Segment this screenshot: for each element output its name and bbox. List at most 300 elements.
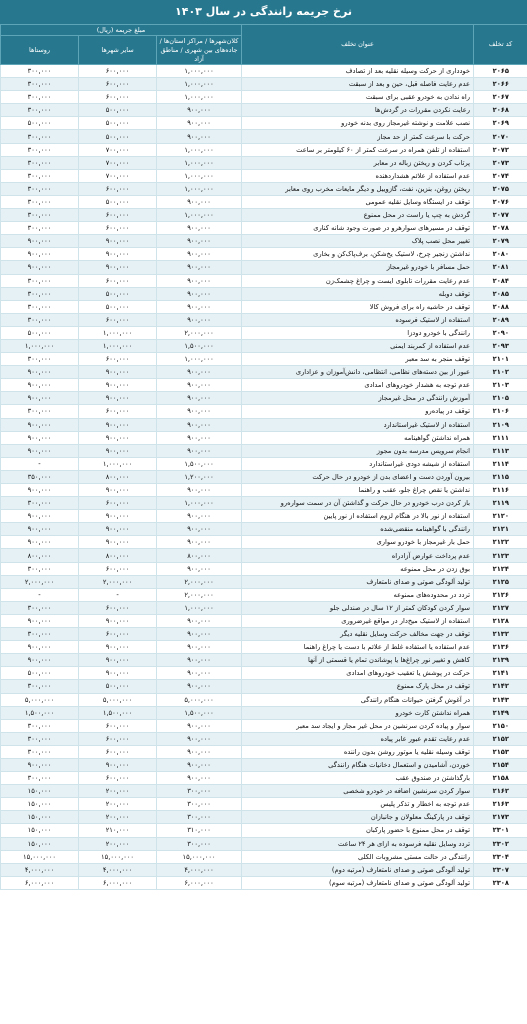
- fine-other-cities: ۵۰۰,۰۰۰: [79, 117, 157, 130]
- table-row: [1, 78, 527, 91]
- violation-title: پرتاب کردن و ریختن زباله در معابر: [242, 156, 474, 169]
- fine-metropolis: ۹۰۰,۰۰۰: [157, 654, 242, 667]
- violation-code: ۲۱۱۱: [474, 431, 527, 444]
- fine-other-cities: ۷۰۰,۰۰۰: [79, 156, 157, 169]
- violation-code: ۲۰۸۸: [474, 300, 527, 313]
- fine-villages: ۵۰۰,۰۰۰: [1, 117, 79, 130]
- violation-title: رانندگی با خودرو دودزا: [242, 326, 474, 339]
- fine-villages: ۴,۰۰۰,۰۰۰: [1, 863, 79, 876]
- table-row: [1, 536, 527, 549]
- fine-villages: ۸۰۰,۰۰۰: [1, 549, 79, 562]
- violation-code: ۲۱۴۳: [474, 693, 527, 706]
- fine-metropolis: ۳۰۰,۰۰۰: [157, 811, 242, 824]
- table-row: [1, 353, 527, 366]
- fine-villages: ۳۰۰,۰۰۰: [1, 772, 79, 785]
- fine-villages: ۹۰۰,۰۰۰: [1, 614, 79, 627]
- violation-title: استفاده از لاستیک میخ‌دار در مواقع غیرضروری: [242, 614, 474, 627]
- table-row: [1, 575, 527, 588]
- violation-code: ۲۱۵۴: [474, 758, 527, 771]
- table-row: [1, 143, 527, 156]
- fine-metropolis: ۱,۰۰۰,۰۰۰: [157, 156, 242, 169]
- violation-code: ۲۱۱۵: [474, 470, 527, 483]
- violation-title: تردد در محدوده‌های ممنوعه: [242, 588, 474, 601]
- violation-title: همراه نداشتن گواهینامه: [242, 431, 474, 444]
- fine-villages: ۹۰۰,۰۰۰: [1, 758, 79, 771]
- table-row: [1, 156, 527, 169]
- fine-other-cities: ۷۰۰,۰۰۰: [79, 143, 157, 156]
- violation-title: عدم استفاده از کمربند ایمنی: [242, 339, 474, 352]
- violation-code: ۲۰۸۴: [474, 274, 527, 287]
- fine-metropolis: ۹۰۰,۰۰۰: [157, 418, 242, 431]
- violation-code: ۲۱۱۳: [474, 444, 527, 457]
- fine-villages: ۳۰۰,۰۰۰: [1, 222, 79, 235]
- fine-villages: ۳۰۰,۰۰۰: [1, 287, 79, 300]
- fine-villages: ۹۰۰,۰۰۰: [1, 510, 79, 523]
- fine-metropolis: ۹۰۰,۰۰۰: [157, 758, 242, 771]
- header-code: کد تخلف: [474, 25, 527, 65]
- violation-title: نداشتن زنجیر چرخ، لاستیک یخ‌شکن، برف‌پاک‌کن و بخاری: [242, 248, 474, 261]
- table-row: [1, 850, 527, 863]
- fine-other-cities: ۵۰۰,۰۰۰: [79, 287, 157, 300]
- fine-villages: ۵,۰۰۰,۰۰۰: [1, 693, 79, 706]
- fine-metropolis: ۹۰۰,۰۰۰: [157, 379, 242, 392]
- violation-title: توقف منجر به سد معبر: [242, 353, 474, 366]
- fine-metropolis: ۳۰۰,۰۰۰: [157, 785, 242, 798]
- fine-villages: ۹۰۰,۰۰۰: [1, 484, 79, 497]
- fine-metropolis: ۲,۰۰۰,۰۰۰: [157, 326, 242, 339]
- violation-title: رانندگی در حالت مستی مشروبات الکلی: [242, 850, 474, 863]
- violation-title: بیرون آوردن دست و اعضای بدن از خودرو در حال حرکت: [242, 470, 474, 483]
- fine-metropolis: ۱,۰۰۰,۰۰۰: [157, 91, 242, 104]
- violation-code: ۲۳۰۱: [474, 824, 527, 837]
- violation-title: بارگذاشتن در صندوق عقب: [242, 772, 474, 785]
- table-row: [1, 313, 527, 326]
- table-row: [1, 484, 527, 497]
- fine-villages: ۳۰۰,۰۰۰: [1, 274, 79, 287]
- fine-villages: ۳۰۰,۰۰۰: [1, 313, 79, 326]
- violation-code: ۲۱۰۱: [474, 353, 527, 366]
- fine-villages: ۹۰۰,۰۰۰: [1, 379, 79, 392]
- fine-other-cities: ۶۰۰,۰۰۰: [79, 772, 157, 785]
- violation-code: ۲۱۰۶: [474, 405, 527, 418]
- fine-metropolis: ۹۰۰,۰۰۰: [157, 719, 242, 732]
- violation-title: عدم پرداخت عوارض آزادراه: [242, 549, 474, 562]
- fine-other-cities: ۲۱۰,۰۰۰: [79, 824, 157, 837]
- fine-metropolis: ۱,۵۰۰,۰۰۰: [157, 706, 242, 719]
- violation-title: تولید آلودگی صوتی و صدای نامتعارف (مرتبه دوم): [242, 863, 474, 876]
- fine-villages: ۳۰۰,۰۰۰: [1, 719, 79, 732]
- fine-villages: ۳۰۰,۰۰۰: [1, 209, 79, 222]
- table-row: [1, 798, 527, 811]
- table-row: [1, 523, 527, 536]
- fine-other-cities: ۶۰۰,۰۰۰: [79, 91, 157, 104]
- fine-metropolis: ۱,۵۰۰,۰۰۰: [157, 339, 242, 352]
- violation-title: توقف در محل پارک ممنوع: [242, 680, 474, 693]
- table-row: [1, 824, 527, 837]
- violation-title: عدم توجه به اخطار و تذکر پلیس: [242, 798, 474, 811]
- fine-other-cities: ۱,۵۰۰,۰۰۰: [79, 706, 157, 719]
- header-other-cities: سایر شهرها: [79, 36, 157, 65]
- fine-other-cities: ۹۰۰,۰۰۰: [79, 641, 157, 654]
- violation-title: حرکت با سرعت کمتر از حد مجاز: [242, 130, 474, 143]
- violation-code: ۲۱۲۸: [474, 614, 527, 627]
- fine-other-cities: ۹۰۰,۰۰۰: [79, 654, 157, 667]
- violation-title: خوردن، آشامیدن و استعمال دخانیات هنگام رانندگی: [242, 758, 474, 771]
- fine-villages: ۹۰۰,۰۰۰: [1, 261, 79, 274]
- fine-metropolis: ۹۰۰,۰۰۰: [157, 222, 242, 235]
- violation-title: تولید آلودگی صوتی و صدای نامتعارف (مرتبه سوم): [242, 876, 474, 889]
- table-row: [1, 169, 527, 182]
- violation-code: ۲۰۷۴: [474, 169, 527, 182]
- fine-other-cities: ۲۰۰,۰۰۰: [79, 798, 157, 811]
- violation-code: ۲۰۶۷: [474, 91, 527, 104]
- table-row: [1, 654, 527, 667]
- fine-other-cities: ۱,۰۰۰,۰۰۰: [79, 326, 157, 339]
- fine-villages: ۳۰۰,۰۰۰: [1, 628, 79, 641]
- fine-metropolis: ۹۰۰,۰۰۰: [157, 104, 242, 117]
- fine-other-cities: ۶۰۰,۰۰۰: [79, 562, 157, 575]
- fine-villages: ۹۰۰,۰۰۰: [1, 235, 79, 248]
- table-row: [1, 667, 527, 680]
- fine-villages: ۳۰۰,۰۰۰: [1, 143, 79, 156]
- violation-title: نداشتن یا نقص چراغ جلو، عقب و راهنما: [242, 484, 474, 497]
- fine-metropolis: ۱,۰۰۰,۰۰۰: [157, 65, 242, 78]
- violation-code: ۲۰۸۰: [474, 248, 527, 261]
- fine-metropolis: ۹۰۰,۰۰۰: [157, 117, 242, 130]
- violation-title: ریختن روغن، بنزین، نفت، گازوییل و دیگر مایعات مخرب روی معابر: [242, 182, 474, 195]
- table-row: [1, 876, 527, 889]
- fine-metropolis: ۳۱۰,۰۰۰: [157, 824, 242, 837]
- fine-other-cities: ۴,۰۰۰,۰۰۰: [79, 863, 157, 876]
- fine-villages: ۹۰۰,۰۰۰: [1, 392, 79, 405]
- violation-code: ۲۱۲۳: [474, 549, 527, 562]
- fine-villages: ۹۰۰,۰۰۰: [1, 523, 79, 536]
- fine-metropolis: ۱,۲۰۰,۰۰۰: [157, 470, 242, 483]
- fine-other-cities: ۸۰۰,۰۰۰: [79, 549, 157, 562]
- violation-title: توقف وسیله نقلیه یا موتور روشن بدون راننده: [242, 745, 474, 758]
- violation-title: استفاده از شیشه دودی غیراستاندارد: [242, 457, 474, 470]
- violation-title: استفاده از لاستیک غیراستاندارد: [242, 418, 474, 431]
- fine-metropolis: ۱,۰۰۰,۰۰۰: [157, 169, 242, 182]
- fine-villages: ۱۵۰,۰۰۰: [1, 811, 79, 824]
- fine-other-cities: ۹۰۰,۰۰۰: [79, 484, 157, 497]
- table-row: [1, 772, 527, 785]
- violation-code: ۲۰۷۹: [474, 235, 527, 248]
- fine-other-cities: ۹۰۰,۰۰۰: [79, 248, 157, 261]
- table-row: [1, 339, 527, 352]
- fine-villages: ۱۵۰,۰۰۰: [1, 824, 79, 837]
- violation-title: در آغوش گرفتن حیوانات هنگام رانندگی: [242, 693, 474, 706]
- violation-title: حرکت در پوشش یا تعقیب خودروهای امدادی: [242, 667, 474, 680]
- header-amount: مبلغ جریمه (ریال): [1, 25, 242, 36]
- fine-other-cities: ۵۰۰,۰۰۰: [79, 130, 157, 143]
- violation-title: تغییر محل نصب پلاک: [242, 235, 474, 248]
- fine-metropolis: ۹۰۰,۰۰۰: [157, 248, 242, 261]
- table-row: [1, 614, 527, 627]
- fine-metropolis: ۹۰۰,۰۰۰: [157, 274, 242, 287]
- table-row: [1, 261, 527, 274]
- fine-other-cities: ۶۰۰,۰۰۰: [79, 313, 157, 326]
- table-row: [1, 562, 527, 575]
- violation-title: عدم توجه به هشدار خودروهای امدادی: [242, 379, 474, 392]
- fine-villages: ۳۰۰,۰۰۰: [1, 732, 79, 745]
- violation-code: ۲۱۶۲: [474, 785, 527, 798]
- violation-title: توقف در جهت مخالف حرکت وسایل نقلیه دیگر: [242, 628, 474, 641]
- fine-other-cities: ۹۰۰,۰۰۰: [79, 261, 157, 274]
- fine-other-cities: ۶۰۰,۰۰۰: [79, 274, 157, 287]
- page-title: نرخ جریمه رانندگی در سال ۱۴۰۳: [0, 0, 527, 24]
- violation-code: ۲۰۷۸: [474, 222, 527, 235]
- fine-other-cities: ۶۰۰,۰۰۰: [79, 65, 157, 78]
- fine-other-cities: ۵۰۰,۰۰۰: [79, 680, 157, 693]
- fine-other-cities: ۵۰۰,۰۰۰: [79, 195, 157, 208]
- table-row: [1, 549, 527, 562]
- fine-villages: ۳۰۰,۰۰۰: [1, 497, 79, 510]
- violation-title: استفاده از تلفن همراه در سرعت کمتر از ۶۰ کیلومتر بر ساعت: [242, 143, 474, 156]
- table-row: [1, 444, 527, 457]
- fine-villages: ۳۰۰,۰۰۰: [1, 130, 79, 143]
- table-row: [1, 65, 527, 78]
- fine-other-cities: ۸۰۰,۰۰۰: [79, 470, 157, 483]
- fine-other-cities: ۶۰۰,۰۰۰: [79, 405, 157, 418]
- fine-other-cities: ۱,۰۰۰,۰۰۰: [79, 339, 157, 352]
- violation-code: ۲۰۷۰: [474, 130, 527, 143]
- fine-other-cities: ۹۰۰,۰۰۰: [79, 379, 157, 392]
- violation-title: عدم استفاده یا استفاده غلط از علائم با دست یا چراغ راهنما: [242, 641, 474, 654]
- violation-code: ۲۰۹۳: [474, 339, 527, 352]
- table-row: [1, 601, 527, 614]
- violation-code: ۲۱۵۰: [474, 719, 527, 732]
- fine-villages: ۳۰۰,۰۰۰: [1, 78, 79, 91]
- table-row: [1, 588, 527, 601]
- table-row: [1, 497, 527, 510]
- fine-metropolis: ۱,۰۰۰,۰۰۰: [157, 209, 242, 222]
- violation-code: ۲۱۶۳: [474, 798, 527, 811]
- fine-villages: ۳۰۰,۰۰۰: [1, 169, 79, 182]
- fine-villages: ۱۵۰,۰۰۰: [1, 837, 79, 850]
- violation-title: انجام سرویس مدرسه بدون مجوز: [242, 444, 474, 457]
- header-desc: عنوان تخلف: [242, 25, 474, 65]
- fine-other-cities: ۶۰۰,۰۰۰: [79, 182, 157, 195]
- table-row: [1, 811, 527, 824]
- violation-title: عبور از بین دسته‌های نظامی، انتظامی، دانش‌آموزان و عزاداری: [242, 366, 474, 379]
- violation-title: آموزش رانندگی در محل غیرمجاز: [242, 392, 474, 405]
- violation-code: ۲۰۷۲: [474, 143, 527, 156]
- violation-title: عدم استفاده از علائم هشداردهنده: [242, 169, 474, 182]
- fines-table: [0, 24, 527, 890]
- table-row: [1, 758, 527, 771]
- violation-title: توقف در پارکینگ معلولان و جانبازان: [242, 811, 474, 824]
- table-row: [1, 457, 527, 470]
- fine-metropolis: ۱,۰۰۰,۰۰۰: [157, 353, 242, 366]
- fine-villages: ۳۰۰,۰۰۰: [1, 156, 79, 169]
- fine-other-cities: ۶۰۰,۰۰۰: [79, 601, 157, 614]
- table-row: [1, 510, 527, 523]
- fine-other-cities: ۹۰۰,۰۰۰: [79, 523, 157, 536]
- table-row: [1, 235, 527, 248]
- violation-code: ۲۱۰۵: [474, 392, 527, 405]
- violation-code: ۲۰۶۶: [474, 78, 527, 91]
- violation-code: ۲۱۱۴: [474, 457, 527, 470]
- fine-villages: ۳۰۰,۰۰۰: [1, 745, 79, 758]
- violation-code: ۲۰۶۹: [474, 117, 527, 130]
- violation-title: حمل بار غیرمجاز با خودرو سواری: [242, 536, 474, 549]
- violation-title: حمل مسافر با خودرو غیرمجاز: [242, 261, 474, 274]
- violation-code: ۲۱۴۲: [474, 680, 527, 693]
- fine-villages: ۹۰۰,۰۰۰: [1, 536, 79, 549]
- violation-title: استفاده از لاستیک فرسوده: [242, 313, 474, 326]
- fine-other-cities: ۶۰۰,۰۰۰: [79, 719, 157, 732]
- table-row: [1, 392, 527, 405]
- violation-title: عدم رعایت فاصله قبل، حین و بعد از سبقت: [242, 78, 474, 91]
- fine-metropolis: ۴,۰۰۰,۰۰۰: [157, 863, 242, 876]
- fine-metropolis: ۹۰۰,۰۰۰: [157, 536, 242, 549]
- table-row: [1, 222, 527, 235]
- fine-metropolis: ۳۰۰,۰۰۰: [157, 837, 242, 850]
- violation-code: ۲۱۷۳: [474, 811, 527, 824]
- violation-title: راه ندادن به خودرو عقبی برای سبقت: [242, 91, 474, 104]
- violation-code: ۲۱۲۷: [474, 601, 527, 614]
- fine-villages: ۳۰۰,۰۰۰: [1, 91, 79, 104]
- fine-villages: ۹۰۰,۰۰۰: [1, 418, 79, 431]
- violation-code: ۲۱۳۹: [474, 654, 527, 667]
- table-row: [1, 837, 527, 850]
- violation-code: ۲۰۶۵: [474, 65, 527, 78]
- fine-villages: ۶,۰۰۰,۰۰۰: [1, 876, 79, 889]
- fine-villages: ۳۰۰,۰۰۰: [1, 353, 79, 366]
- violation-code: ۲۰۸۱: [474, 261, 527, 274]
- fine-other-cities: ۶۰۰,۰۰۰: [79, 745, 157, 758]
- violation-code: ۲۰۸۹: [474, 313, 527, 326]
- table-row: [1, 470, 527, 483]
- violation-code: ۲۱۴۱: [474, 667, 527, 680]
- fine-villages: ۳۰۰,۰۰۰: [1, 195, 79, 208]
- violation-title: همراه نداشتن کارت خودرو: [242, 706, 474, 719]
- violation-code: ۲۱۵۳: [474, 745, 527, 758]
- table-row: [1, 693, 527, 706]
- fine-other-cities: ۵۰۰,۰۰۰: [79, 300, 157, 313]
- table-row: [1, 248, 527, 261]
- fine-other-cities: ۹۰۰,۰۰۰: [79, 366, 157, 379]
- fine-other-cities: ۹۰۰,۰۰۰: [79, 510, 157, 523]
- violation-code: ۲۰۹۰: [474, 326, 527, 339]
- violation-code: ۲۳۰۴: [474, 850, 527, 863]
- table-row: [1, 182, 527, 195]
- fine-metropolis: ۱,۰۰۰,۰۰۰: [157, 143, 242, 156]
- violation-code: ۲۰۷۳: [474, 156, 527, 169]
- violation-code: ۲۱۰۳: [474, 379, 527, 392]
- table-row: [1, 431, 527, 444]
- fine-metropolis: ۱,۵۰۰,۰۰۰: [157, 457, 242, 470]
- fine-metropolis: ۹۰۰,۰۰۰: [157, 641, 242, 654]
- fine-metropolis: ۹۰۰,۰۰۰: [157, 772, 242, 785]
- table-row: [1, 104, 527, 117]
- fine-metropolis: ۹۰۰,۰۰۰: [157, 300, 242, 313]
- fine-villages: ۹۰۰,۰۰۰: [1, 444, 79, 457]
- fine-villages: ۳۰۰,۰۰۰: [1, 300, 79, 313]
- violation-code: ۲۱۲۴: [474, 562, 527, 575]
- fine-villages: ۱۵۰,۰۰۰: [1, 798, 79, 811]
- violation-title: گردش به چپ یا راست در محل ممنوع: [242, 209, 474, 222]
- fine-other-cities: ۹۰۰,۰۰۰: [79, 444, 157, 457]
- violation-title: توقف در محل ممنوع با حضور پارکبان: [242, 824, 474, 837]
- fine-other-cities: ۲۰۰,۰۰۰: [79, 811, 157, 824]
- fine-other-cities: ۵۰۰,۰۰۰: [79, 104, 157, 117]
- fine-villages: ۵۰۰,۰۰۰: [1, 667, 79, 680]
- violation-code: ۲۳۰۸: [474, 876, 527, 889]
- fine-metropolis: ۱,۰۰۰,۰۰۰: [157, 601, 242, 614]
- fine-other-cities: ۶۰۰,۰۰۰: [79, 628, 157, 641]
- fine-metropolis: ۹۰۰,۰۰۰: [157, 261, 242, 274]
- violation-code: ۲۰۶۸: [474, 104, 527, 117]
- fine-metropolis: ۹۰۰,۰۰۰: [157, 484, 242, 497]
- fine-villages: ۳۰۰,۰۰۰: [1, 182, 79, 195]
- fine-metropolis: ۲,۰۰۰,۰۰۰: [157, 575, 242, 588]
- violation-title: تردد وسایل نقلیه فرسوده به ازای هر ۲۴ ساعت: [242, 837, 474, 850]
- fine-other-cities: ۹۰۰,۰۰۰: [79, 235, 157, 248]
- table-row: [1, 117, 527, 130]
- fine-metropolis: ۶,۰۰۰,۰۰۰: [157, 876, 242, 889]
- fine-metropolis: ۹۰۰,۰۰۰: [157, 130, 242, 143]
- fine-other-cities: ۲۰۰,۰۰۰: [79, 837, 157, 850]
- fine-villages: ۳۰۰,۰۰۰: [1, 680, 79, 693]
- fine-metropolis: ۹۰۰,۰۰۰: [157, 732, 242, 745]
- fine-other-cities: ۹۰۰,۰۰۰: [79, 536, 157, 549]
- violation-title: استفاده از نور بالا در هنگام لزوم استفاده از نور پایین: [242, 510, 474, 523]
- fine-metropolis: ۱۵,۰۰۰,۰۰۰: [157, 850, 242, 863]
- fine-metropolis: ۹۰۰,۰۰۰: [157, 431, 242, 444]
- fine-other-cities: ۵,۰۰۰,۰۰۰: [79, 693, 157, 706]
- fine-metropolis: ۲,۰۰۰,۰۰۰: [157, 588, 242, 601]
- fine-other-cities: -: [79, 588, 157, 601]
- fine-metropolis: ۸۰۰,۰۰۰: [157, 549, 242, 562]
- table-row: [1, 706, 527, 719]
- fine-other-cities: ۶۰۰,۰۰۰: [79, 78, 157, 91]
- violation-code: ۲۰۸۵: [474, 287, 527, 300]
- violation-title: سوار و پیاده کردن سرنشین در محل غیر مجاز و ایجاد سد معبر: [242, 719, 474, 732]
- violation-title: خودداری از حرکت وسیله نقلیه بعد از تصادف: [242, 65, 474, 78]
- fine-other-cities: ۷۰۰,۰۰۰: [79, 169, 157, 182]
- fine-metropolis: ۹۰۰,۰۰۰: [157, 628, 242, 641]
- table-row: [1, 130, 527, 143]
- table-row: [1, 287, 527, 300]
- violation-title: توقف در ایستگاه وسایل نقلیه عمومی: [242, 195, 474, 208]
- fine-other-cities: ۶۰۰,۰۰۰: [79, 353, 157, 366]
- fine-metropolis: ۹۰۰,۰۰۰: [157, 510, 242, 523]
- header-metropolis: کلان‌شهرها / مراکز استان‌ها / جاده‌های بین شهری / مناطق آزاد: [157, 36, 242, 65]
- table-row: [1, 641, 527, 654]
- fine-villages: -: [1, 457, 79, 470]
- fine-other-cities: ۱۵,۰۰۰,۰۰۰: [79, 850, 157, 863]
- violation-title: توقف دوبله: [242, 287, 474, 300]
- fine-metropolis: ۱,۰۰۰,۰۰۰: [157, 78, 242, 91]
- violation-title: عدم رعایت تقدم عبور عابر پیاده: [242, 732, 474, 745]
- fine-metropolis: ۹۰۰,۰۰۰: [157, 405, 242, 418]
- fine-villages: ۵۰۰,۰۰۰: [1, 326, 79, 339]
- fine-villages: ۳۰۰,۰۰۰: [1, 65, 79, 78]
- fine-metropolis: ۹۰۰,۰۰۰: [157, 444, 242, 457]
- fine-villages: ۹۰۰,۰۰۰: [1, 431, 79, 444]
- fine-villages: ۱,۵۰۰,۰۰۰: [1, 706, 79, 719]
- violation-code: ۲۱۴۹: [474, 706, 527, 719]
- violation-code: ۲۱۲۶: [474, 588, 527, 601]
- violation-title: سوار کردن کودکان کمتر از ۱۲ سال در صندلی جلو: [242, 601, 474, 614]
- table-row: [1, 680, 527, 693]
- fine-metropolis: ۹۰۰,۰۰۰: [157, 287, 242, 300]
- table-row: [1, 863, 527, 876]
- table-row: [1, 732, 527, 745]
- violation-code: ۲۱۲۱: [474, 523, 527, 536]
